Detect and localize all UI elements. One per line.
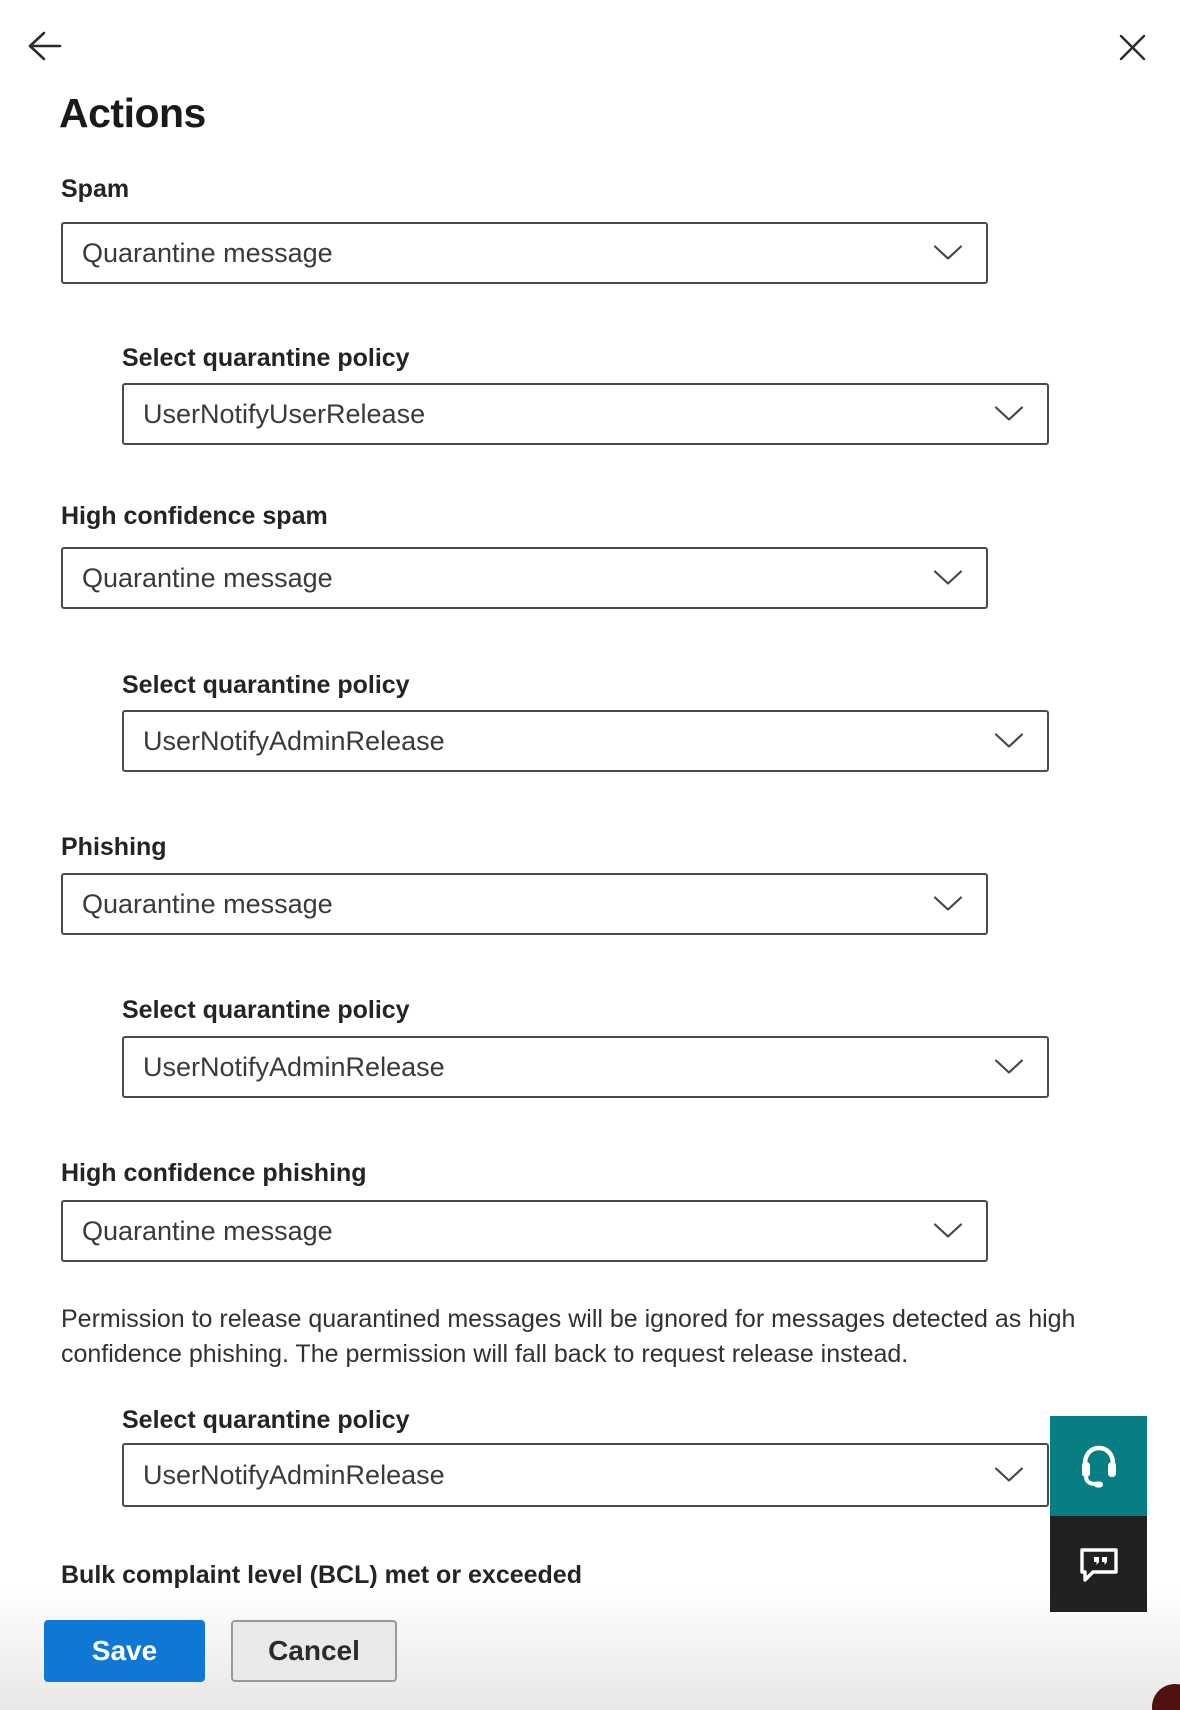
- help-button[interactable]: [1050, 1416, 1147, 1516]
- field-label-high-confidence-phishing: High confidence phishing: [61, 1159, 367, 1187]
- chevron-down-icon: [934, 246, 962, 261]
- chevron-down-icon: [995, 734, 1023, 749]
- high-confidence-phishing-quarantine-policy-select[interactable]: [122, 1443, 1049, 1507]
- spam-action-select[interactable]: [61, 222, 988, 284]
- high-confidence-phishing-action-select[interactable]: [61, 1200, 988, 1262]
- phishing-action-value: Quarantine message: [82, 888, 333, 919]
- chevron-down-icon: [995, 1060, 1023, 1075]
- chevron-down-icon: [934, 897, 962, 912]
- high-confidence-phishing-action-value: Quarantine message: [82, 1215, 333, 1246]
- field-label-bulk-complaint-level: Bulk complaint level (BCL) met or exceeded: [61, 1561, 582, 1589]
- phishing-quarantine-policy-value: UserNotifyAdminRelease: [143, 1051, 445, 1082]
- chevron-down-icon: [934, 1224, 962, 1239]
- high-confidence-spam-quarantine-policy-value: UserNotifyAdminRelease: [143, 725, 445, 756]
- high-confidence-spam-quarantine-policy-select[interactable]: [122, 710, 1049, 772]
- high-confidence-spam-action-value: Quarantine message: [82, 562, 333, 593]
- field-label-quarantine-policy: Select quarantine policy: [122, 1406, 410, 1434]
- spam-action-value: Quarantine message: [82, 237, 333, 268]
- save-button[interactable]: Save: [44, 1620, 205, 1682]
- chevron-down-icon: [934, 571, 962, 586]
- close-icon: [1119, 34, 1146, 61]
- spam-quarantine-policy-value: UserNotifyUserRelease: [143, 398, 426, 429]
- field-label-high-confidence-spam: High confidence spam: [61, 502, 328, 530]
- cancel-button[interactable]: Cancel: [231, 1620, 397, 1682]
- chevron-down-icon: [995, 407, 1023, 422]
- field-label-quarantine-policy: Select quarantine policy: [122, 996, 410, 1024]
- high-confidence-phishing-quarantine-policy-value: UserNotifyAdminRelease: [143, 1459, 445, 1490]
- field-label-quarantine-policy: Select quarantine policy: [122, 671, 410, 699]
- field-label-quarantine-policy: Select quarantine policy: [122, 344, 410, 372]
- footer-bar: [0, 1590, 1180, 1710]
- field-label-phishing: Phishing: [61, 833, 167, 861]
- field-label-spam: Spam: [61, 175, 130, 203]
- back-button[interactable]: [22, 26, 66, 66]
- phishing-action-select[interactable]: [61, 873, 988, 935]
- high-confidence-spam-action-select[interactable]: [61, 547, 988, 609]
- phishing-quarantine-policy-select[interactable]: [122, 1036, 1049, 1098]
- back-arrow-icon: [26, 31, 62, 61]
- feedback-button[interactable]: [1050, 1516, 1147, 1612]
- high-confidence-phishing-note: Permission to release quarantined messages will be ignored for messages detected as high confidence phishing. The permission will fall back to request release instead.: [61, 1305, 1076, 1368]
- close-button[interactable]: [1112, 28, 1152, 66]
- page-title: Actions: [59, 90, 206, 136]
- chevron-down-icon: [995, 1468, 1023, 1483]
- spam-quarantine-policy-select[interactable]: [122, 383, 1049, 445]
- feedback-speech-bubble-icon: [1077, 1542, 1121, 1586]
- headset-icon: [1077, 1442, 1121, 1490]
